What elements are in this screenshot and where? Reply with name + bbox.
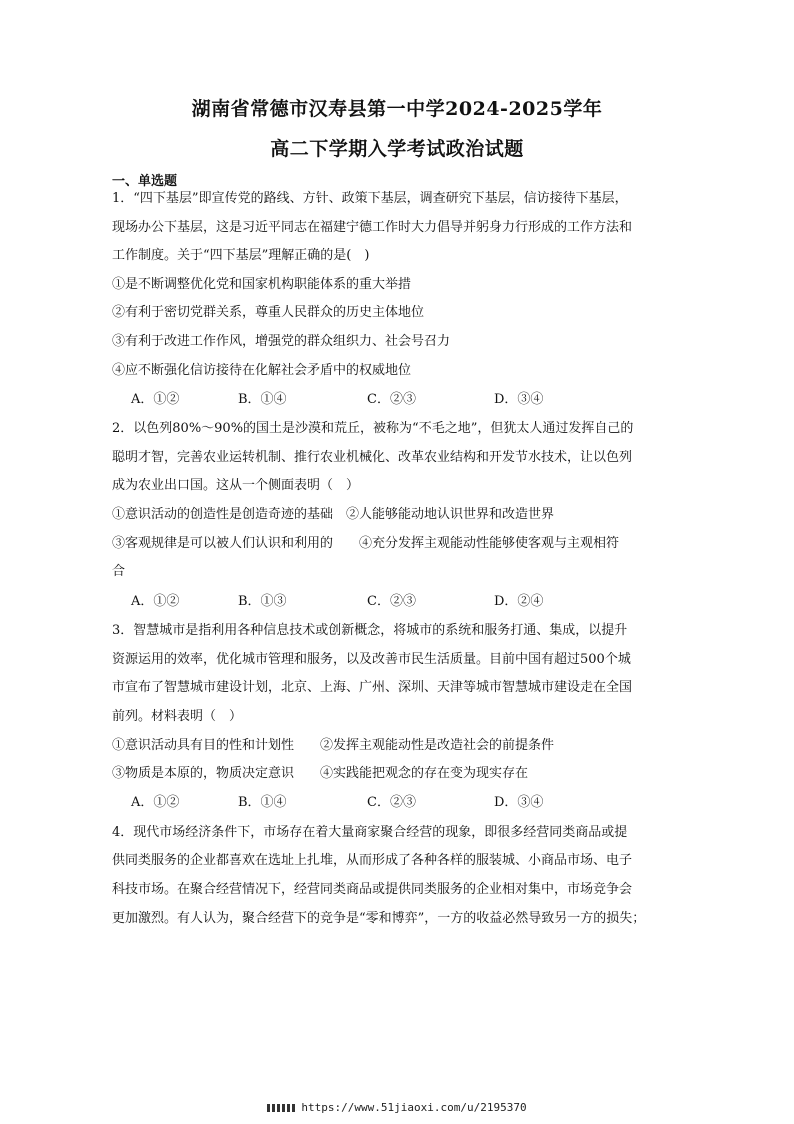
q3-option-a: A．①②: [131, 795, 180, 810]
q3-stem-line: 前列。材料表明（ ）: [112, 709, 243, 724]
q3-statement: ③物质是本原的，物质决定意识 ④实践能把观念的存在变为现实存在: [112, 766, 529, 781]
footer: [0, 1101, 794, 1114]
q3-stem-line: 资源运用的效率，优化城市管理和服务，以及改善市民生活质量。目前中国有超过500个城: [112, 652, 631, 667]
q1-statement: ④应不断强化信访接待在化解社会矛盾中的权威地位: [112, 363, 412, 378]
q1-statement: ③有利于改进工作作风，增强党的群众组织力、社会号召力: [112, 334, 451, 349]
q1-option-a: A．①②: [131, 392, 180, 407]
q1-option-d: D．③④: [494, 392, 544, 407]
q2-stem-line: 聪明才智，完善农业运转机制、推行农业机械化、改革农业结构和开发节水技术，让以色列: [112, 450, 633, 465]
document-title-line2: 高二下学期入学考试政治试题: [270, 138, 524, 160]
q1-option-b: B．①④: [238, 392, 287, 407]
q1-stem-line: 1．“四下基层”即宣传党的路线、方针、政策下基层，调查研究下基层，信访接待下基层，: [112, 191, 628, 206]
q1-statement: ②有利于密切党群关系，尊重人民群众的历史主体地位: [112, 305, 425, 320]
q3-option-c: C．②③: [367, 795, 416, 810]
q2-statement: ③客观规律是可以被人们认识和利用的 ④充分发挥主观能动性能够使客观与主观相符: [112, 536, 620, 551]
q2-option-a: A．①②: [131, 594, 180, 609]
q3-option-d: D．③④: [494, 795, 544, 810]
q1-stem-line: 现场办公下基层，这是习近平同志在福建宁德工作时大力倡导并躬身力行形成的工作方法和: [112, 220, 633, 235]
q4-stem-line: 更加激烈。有人认为，聚合经营下的竞争是“零和博弈”，一方的收益必然导致另一方的损失；: [112, 911, 646, 926]
q2-option-b: B．①③: [238, 594, 287, 609]
q4-stem-line: 供同类服务的企业都喜欢在选址上扎堆，从而形成了各种各样的服装城、小商品市场、电子: [112, 853, 633, 868]
q1-stem-line: 工作制度。关于“四下基层”理解正确的是( ): [112, 248, 370, 263]
q2-statement: ①意识活动的创造性是创造奇迹的基础 ②人能够能动地认识世界和改造世界: [112, 507, 555, 522]
watermark-logo-icon: [267, 1104, 295, 1112]
section-heading: 一、单选题: [112, 174, 178, 189]
q3-statement: ①意识活动具有目的性和计划性 ②发挥主观能动性是改造社会的前提条件: [112, 738, 555, 753]
document-title-line1: 湖南省常德市汉寿县第一中学2024-2025学年: [191, 98, 603, 120]
q2-stem-line: 成为农业出口国。这从一个侧面表明（ ）: [112, 478, 360, 493]
q4-stem-line: 科技市场。在聚合经营情况下，经营同类商品或提供同类服务的企业相对集中，市场竞争会: [112, 882, 633, 897]
q1-option-c: C．②③: [367, 392, 416, 407]
footer-url[interactable]: https://www.51jiaoxi.com/u/2195370: [301, 1101, 527, 1114]
q1-statement: ①是不断调整优化党和国家机构职能体系的重大举措: [112, 277, 412, 292]
q3-stem-line: 市宣布了智慧城市建设计划，北京、上海、广州、深圳、天津等城市智慧城市建设走在全国: [112, 680, 633, 695]
q2-option-d: D．②④: [494, 594, 544, 609]
q2-option-c: C．②③: [367, 594, 416, 609]
q2-stem-line: 2．以色列80%～90%的国土是沙漠和荒丘，被称为“不毛之地”，但犹太人通过发挥自己的: [112, 421, 634, 436]
q2-statement: 合: [112, 564, 126, 579]
q4-stem-line: 4．现代市场经济条件下，市场存在着大量商家聚合经营的现象，即很多经营同类商品或提: [112, 825, 628, 840]
q3-option-b: B．①④: [238, 795, 287, 810]
q3-stem-line: 3．智慧城市是指利用各种信息技术或创新概念，将城市的系统和服务打通、集成，以提升: [112, 623, 628, 638]
